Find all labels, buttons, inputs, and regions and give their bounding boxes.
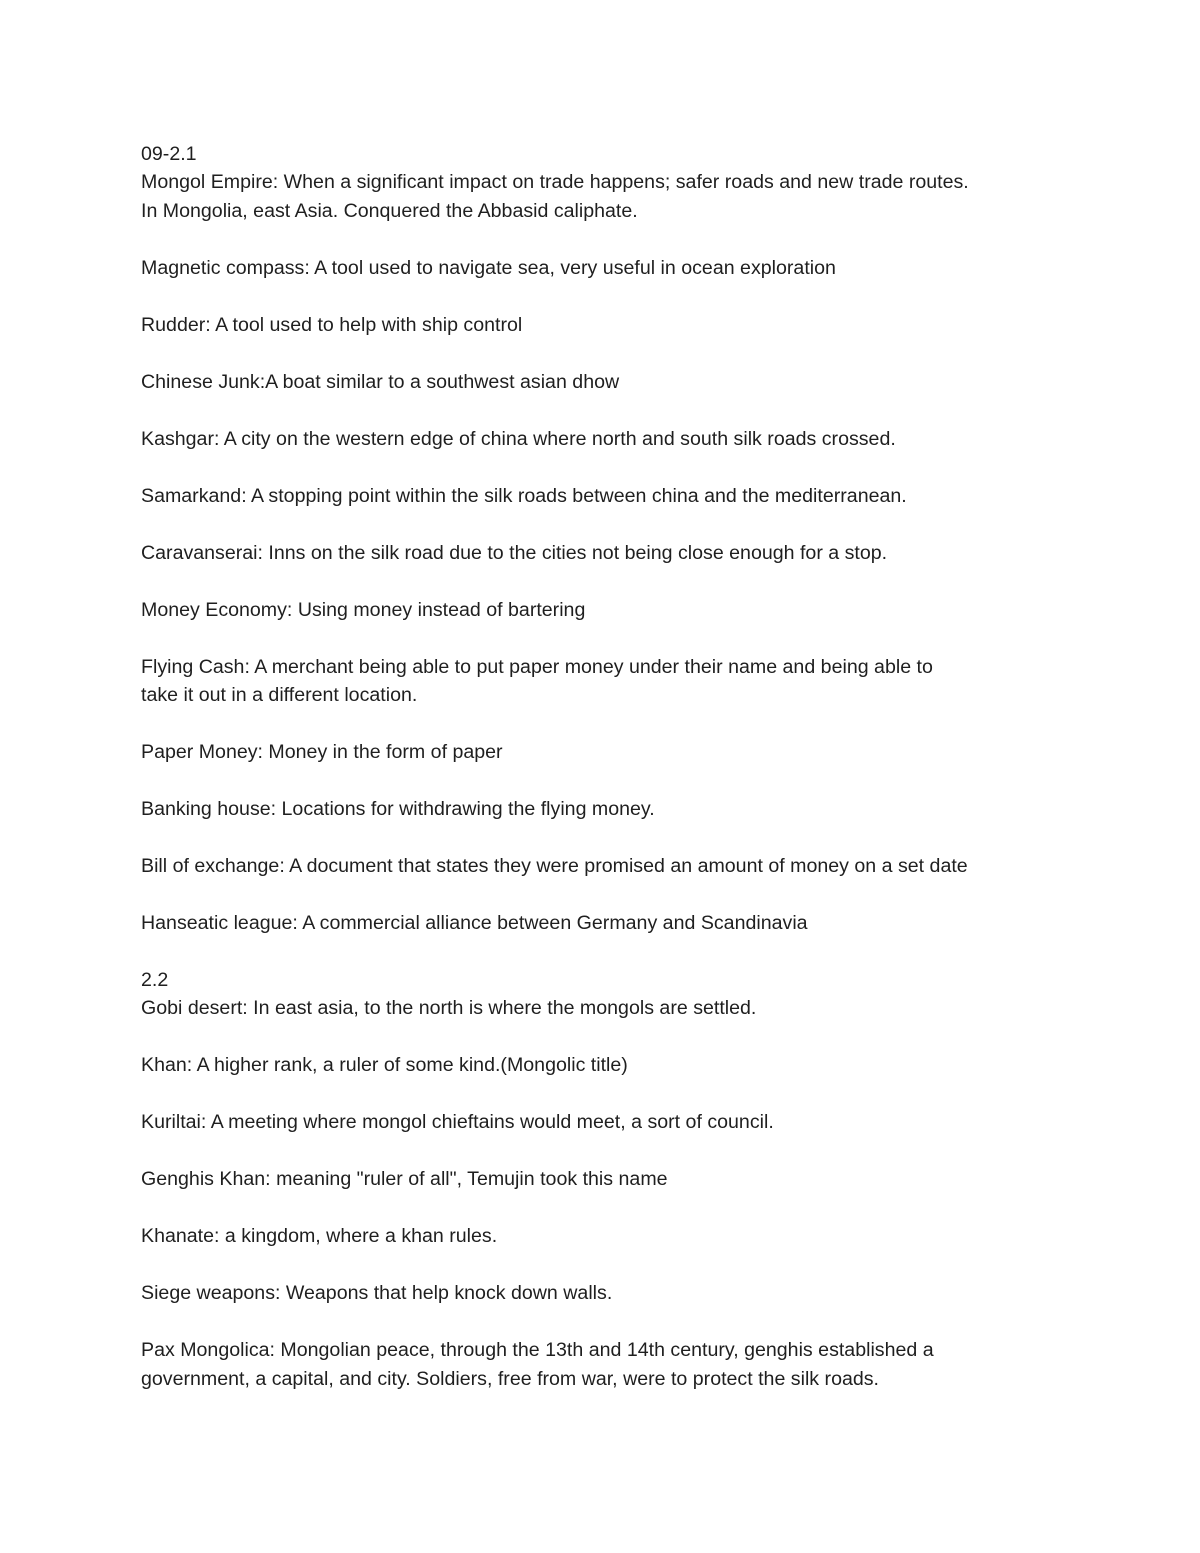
document-page [141, 140, 1081, 1422]
entry-line: Bill of exchange: A document that states they were promised an amount of money on a set date [141, 855, 968, 877]
term-entry-bill-of-exchange [141, 852, 1081, 880]
term-entry-chinese-junk [141, 368, 1081, 396]
entry-line: Flying Cash: A merchant being able to put paper money under their name and being able to [141, 655, 933, 678]
section-heading: 09-2.1 [141, 143, 197, 165]
term-entry-pax-mongolica [141, 1336, 1081, 1393]
entry-line: Genghis Khan: meaning "ruler of all", Temujin took this name [141, 1168, 668, 1191]
entry-line: Rudder: A tool used to help with ship control [141, 313, 523, 336]
term-entry-money-economy [141, 596, 1081, 624]
term-entry-samarkand [141, 482, 1081, 510]
term-entry-kashgar [141, 425, 1081, 453]
term-entry-siege-weapons [141, 1279, 1081, 1307]
term-entry-paper-money [141, 738, 1081, 766]
entry-line: Money Economy: Using money instead of bartering [141, 598, 586, 621]
entry-line: Kuriltai: A meeting where mongol chieftains would meet, a sort of council. [141, 1111, 774, 1134]
entry-line: Khanate: a kingdom, where a khan rules. [141, 1225, 498, 1248]
term-entry-gobi-desert [141, 994, 1081, 1022]
entry-line: Siege weapons: Weapons that help knock down walls. [141, 1282, 613, 1305]
section-2-1 [141, 140, 1081, 937]
term-entry-kuriltai [141, 1108, 1081, 1136]
term-entry-flying-cash [141, 653, 1081, 710]
term-entry-genghis-khan [141, 1165, 1081, 1193]
entry-line: Khan: A higher rank, a ruler of some kind.(Mongolic title) [141, 1054, 628, 1077]
entry-line: Pax Mongolica: Mongolian peace, through the 13th and 14th century, genghis established a [141, 1339, 934, 1362]
entry-line: Magnetic compass: A tool used to navigate sea, very useful in ocean exploration [141, 256, 836, 279]
entry-line: Banking house: Locations for withdrawing the flying money. [141, 798, 655, 821]
entry-line: Caravanserai: Inns on the silk road due to the cities not being close enough for a stop. [141, 541, 888, 564]
entry-line: Paper Money: Money in the form of paper [141, 741, 503, 764]
term-entry-khan [141, 1051, 1081, 1079]
entry-line: government, a capital, and city. Soldiers, free from war, were to protect the silk roads. [141, 1367, 879, 1390]
entry-line: Hanseatic league: A commercial alliance between Germany and Scandinavia [141, 911, 808, 934]
entry-line: Gobi desert: In east asia, to the north is where the mongols are settled. [141, 997, 757, 1020]
term-entry-rudder [141, 311, 1081, 339]
entry-line: Chinese Junk:A boat similar to a southwest asian dhow [141, 370, 620, 393]
entry-line: Mongol Empire: When a significant impact on trade happens; safer roads and new trade routes. [141, 171, 969, 194]
entry-line: Samarkand: A stopping point within the silk roads between china and the mediterranean. [141, 484, 907, 507]
entry-line: Kashgar: A city on the western edge of china where north and south silk roads crossed. [141, 427, 896, 450]
section-heading: 2.2 [141, 968, 169, 991]
term-entry-hanseatic-league [141, 909, 1081, 937]
section-2-2 [141, 966, 1081, 1393]
term-entry-khanate [141, 1222, 1081, 1250]
entry-line: In Mongolia, east Asia. Conquered the Abbasid caliphate. [141, 199, 638, 222]
term-entry-caravanserai [141, 539, 1081, 567]
term-entry-banking-house [141, 795, 1081, 823]
term-entry-magnetic-compass [141, 254, 1081, 282]
term-entry-mongol-empire [141, 168, 1081, 225]
entry-line: take it out in a different location. [141, 684, 418, 707]
